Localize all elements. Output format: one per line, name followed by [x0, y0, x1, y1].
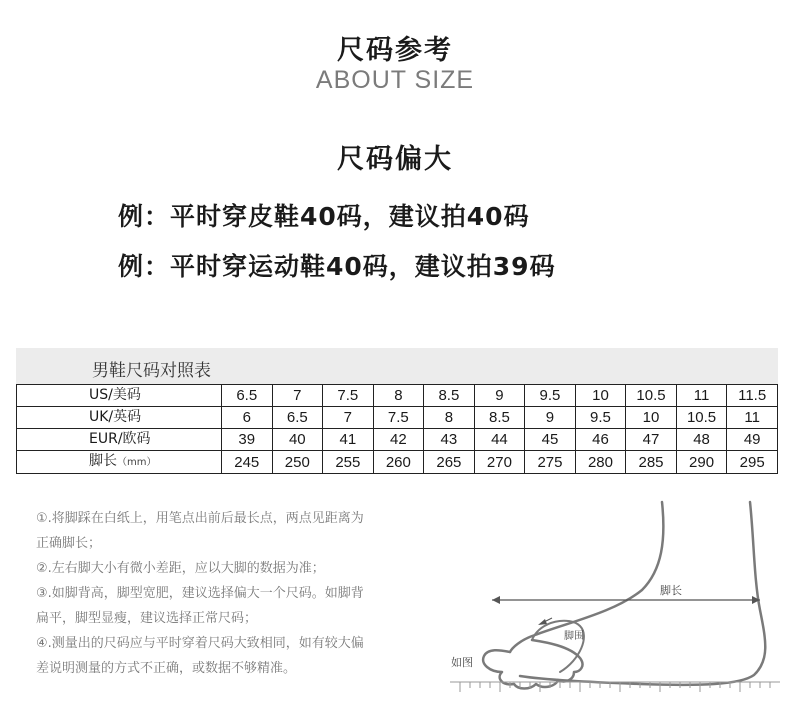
tip-line: ④.测量出的尺码应与平时穿着尺码大致相同，如有较大偏 — [36, 636, 364, 651]
size-cell: 8 — [373, 385, 424, 407]
size-row-label-text: UK/英码 — [89, 409, 142, 425]
size-row-unit: （mm） — [117, 457, 157, 468]
size-cell: 9.5 — [525, 385, 576, 407]
size-cell: 45 — [525, 429, 576, 451]
size-cell: 265 — [424, 451, 475, 474]
arch-label: 脚围 — [564, 631, 584, 642]
size-cell: 48 — [676, 429, 727, 451]
foot-length-label: 脚长 — [660, 584, 682, 597]
size-row — [17, 451, 778, 474]
size-cell: 295 — [727, 451, 778, 474]
size-cell: 7 — [323, 407, 374, 429]
size-row-label — [17, 407, 222, 429]
tip-line: ②.左右脚大小有微小差距，应以大脚的数据为准； — [36, 561, 325, 576]
figure-label: 如图 — [451, 656, 473, 669]
size-cell: 245 — [222, 451, 273, 474]
size-cell: 290 — [676, 451, 727, 474]
size-row-label-text: US/美码 — [89, 387, 141, 403]
leg-front-outline — [510, 502, 663, 652]
size-cell: 285 — [626, 451, 677, 474]
size-cell: 11 — [676, 385, 727, 407]
size-cell: 10 — [626, 407, 677, 429]
tip-line: 差说明测量的方式不正确，或数据不够精准。 — [36, 661, 297, 676]
leg-back-outline — [520, 502, 765, 685]
size-cell: 275 — [525, 451, 576, 474]
tip-line: 扁平，脚型显瘦，建议选择正常尺码； — [36, 611, 258, 626]
size-cell: 49 — [727, 429, 778, 451]
size-cell: 11 — [727, 407, 778, 429]
size-cell: 43 — [424, 429, 475, 451]
size-row-label-text: 脚长 — [89, 453, 117, 469]
size-cell: 6.5 — [272, 407, 323, 429]
size-row — [17, 407, 778, 429]
size-cell: 42 — [373, 429, 424, 451]
size-cell: 44 — [474, 429, 525, 451]
size-cell: 8.5 — [474, 407, 525, 429]
size-cell: 39 — [222, 429, 273, 451]
size-cell: 250 — [272, 451, 323, 474]
size-cell: 260 — [373, 451, 424, 474]
size-note: 尺码偏大 — [337, 144, 453, 175]
size-cell: 7.5 — [323, 385, 374, 407]
size-table — [16, 348, 778, 474]
size-cell: 9 — [525, 407, 576, 429]
size-cell: 270 — [474, 451, 525, 474]
size-cell: 6 — [222, 407, 273, 429]
example-sports-shoes: 例：平时穿运动鞋40码，建议拍39码 — [118, 252, 556, 281]
size-cell: 8 — [424, 407, 475, 429]
size-cell: 6.5 — [222, 385, 273, 407]
size-cell: 11.5 — [727, 385, 778, 407]
tip-line: ①.将脚踩在白纸上，用笔点出前后最长点，两点见距离为 — [36, 511, 364, 526]
size-cell: 7.5 — [373, 407, 424, 429]
size-table-caption: 男鞋尺码对照表 — [92, 361, 211, 381]
page-title: 尺码参考 — [337, 35, 453, 66]
size-row-label-text: EUR/欧码 — [89, 431, 151, 447]
size-row-label — [17, 429, 222, 451]
size-cell: 8.5 — [424, 385, 475, 407]
size-row-label — [17, 385, 222, 407]
measuring-tips — [36, 506, 446, 681]
size-row — [17, 429, 778, 451]
size-cell: 10 — [575, 385, 626, 407]
size-cell: 7 — [272, 385, 323, 407]
size-cell: 10.5 — [626, 385, 677, 407]
size-cell: 280 — [575, 451, 626, 474]
tip-line: 正确脚长； — [36, 536, 102, 551]
size-chart — [16, 384, 778, 474]
size-row-label — [17, 451, 222, 474]
foot-measure-illustration — [440, 500, 785, 700]
size-cell: 40 — [272, 429, 323, 451]
size-cell: 41 — [323, 429, 374, 451]
size-cell: 255 — [323, 451, 374, 474]
size-cell: 9 — [474, 385, 525, 407]
size-row — [17, 385, 778, 407]
size-table-header — [16, 348, 778, 384]
size-cell: 9.5 — [575, 407, 626, 429]
example-leather-shoes: 例：平时穿皮鞋40码，建议拍40码 — [118, 202, 530, 231]
tip-line: ③.如脚背高，脚型宽肥，建议选择偏大一个尺码。如脚背 — [36, 586, 364, 601]
size-cell: 46 — [575, 429, 626, 451]
size-cell: 47 — [626, 429, 677, 451]
toe-outline — [483, 640, 582, 689]
size-cell: 10.5 — [676, 407, 727, 429]
page-subtitle: ABOUT SIZE — [315, 66, 475, 94]
